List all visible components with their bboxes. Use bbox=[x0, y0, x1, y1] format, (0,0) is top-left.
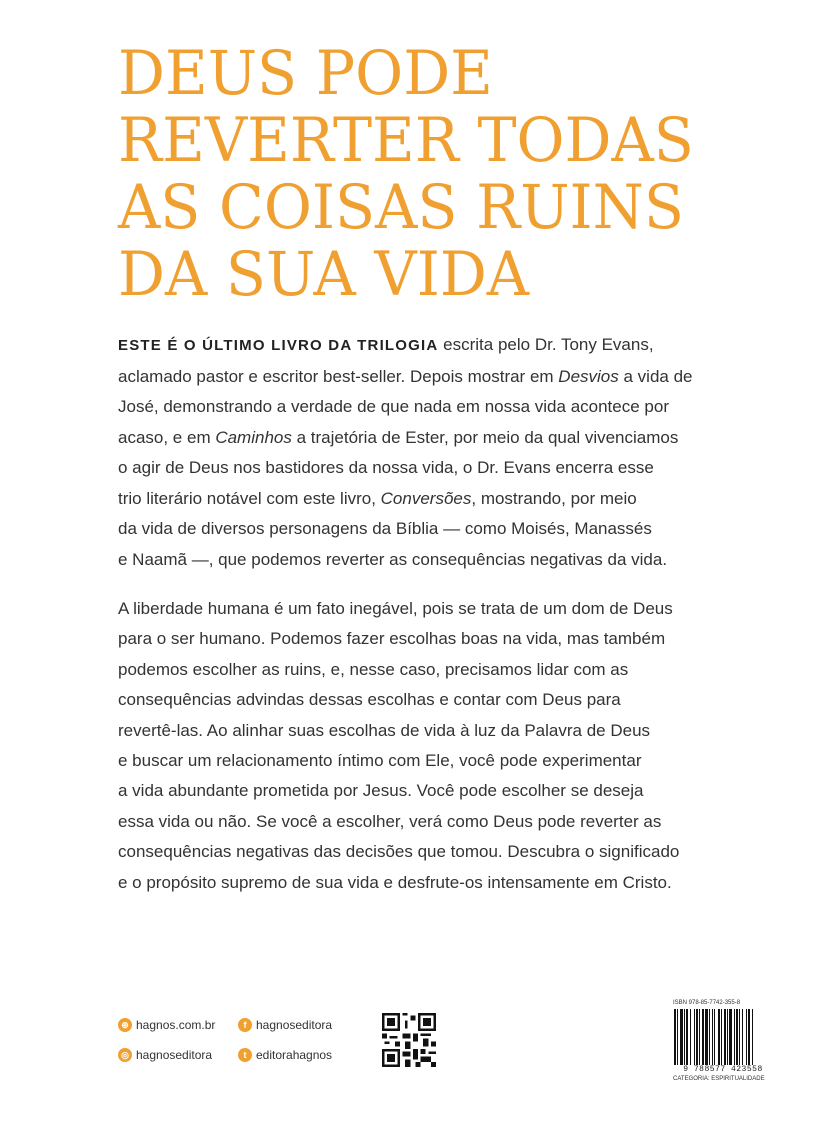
title-line: DEUS PODE bbox=[118, 38, 493, 109]
title-line: REVERTER TODAS bbox=[118, 105, 694, 176]
lead-text: ESTE É O ÚLTIMO LIVRO DA TRILOGIA bbox=[118, 337, 439, 354]
paragraph-line: José, demonstrando a verdade de que nada em nossa vida acontece por bbox=[118, 397, 669, 416]
paragraph-line: e o propósito supremo de sua vida e desfrute-os intensamente em Cristo. bbox=[118, 872, 672, 892]
facebook-icon: f bbox=[238, 1018, 252, 1032]
globe-icon: ⊕ bbox=[118, 1018, 132, 1032]
paragraph-line: A liberdade humana é um fato inegável, pois se trata de um dom de Deus bbox=[118, 599, 673, 618]
paragraph-line: acaso, e em Caminhos a trajetória de Ester, por meio da qual vivenciamos bbox=[118, 427, 679, 447]
title-line: AS COISAS RUINS bbox=[118, 172, 685, 243]
instagram-icon: ◎ bbox=[118, 1048, 132, 1062]
paragraph-line: ESTE É O ÚLTIMO LIVRO DA TRILOGIA escrita pelo Dr. Tony Evans, bbox=[118, 335, 654, 354]
paragraph-line: podemos escolher as ruins, e, nesse caso, precisamos lidar com as bbox=[118, 659, 629, 679]
title-line: DA SUA VIDA bbox=[118, 239, 530, 310]
title bbox=[118, 40, 780, 308]
paragraph-line: revertê-las. Ao alinhar suas escolhas de vida à luz da Palavra de Deus bbox=[118, 720, 651, 740]
barcode-block bbox=[673, 1000, 773, 1082]
barcode-number: 9 788577 423558 bbox=[683, 1065, 763, 1074]
paragraph-line: a vida abundante prometida por Jesus. Você pode escolher se deseja bbox=[118, 781, 644, 801]
twitter-text: editorahagnos bbox=[256, 1048, 333, 1062]
book-title-caminhos: Caminhos bbox=[215, 427, 292, 447]
second-paragraph bbox=[118, 594, 768, 898]
isbn-text: ISBN 978-85-7742-355-8 bbox=[673, 1000, 741, 1006]
facebook-text: hagnoseditora bbox=[256, 1018, 333, 1032]
paragraph-line: o agir de Deus nos bastidores da nossa vida, o Dr. Evans encerra esse bbox=[118, 458, 654, 477]
twitter-link[interactable] bbox=[238, 1048, 332, 1062]
category-text: CATEGORIA: ESPIRITUALIDADE bbox=[673, 1076, 765, 1082]
paragraph-line: e buscar um relacionamento íntimo com Ele, você pode experimentar bbox=[118, 751, 642, 771]
paragraph-line: consequências advindas dessas escolhas e contar com Deus para bbox=[118, 690, 621, 710]
paragraph-line: aclamado pastor e escritor best-seller. Depois mostrar em Desvios a vida de bbox=[118, 366, 693, 386]
paragraph-line: trio literário notável com este livro, Conversões, mostrando, por meio bbox=[118, 488, 637, 508]
paragraph-line: essa vida ou não. Se você a escolher, verá como Deus pode reverter as bbox=[118, 811, 662, 831]
intro-paragraph bbox=[118, 330, 768, 575]
website-link[interactable] bbox=[118, 1018, 215, 1032]
paragraph-line: para o ser humano. Podemos fazer escolhas boas na vida, mas também bbox=[118, 629, 666, 649]
paragraph-line: da vida de diversos personagens da Bíblia — como Moisés, Manassés bbox=[118, 519, 652, 538]
qr-code-icon[interactable] bbox=[382, 1013, 436, 1067]
book-title-desvios: Desvios bbox=[558, 366, 619, 386]
instagram-link[interactable] bbox=[118, 1048, 212, 1062]
paragraph-line: consequências negativas das decisões que tomou. Descubra o significado bbox=[118, 842, 680, 862]
twitter-icon: t bbox=[238, 1048, 252, 1062]
instagram-text: hagnoseditora bbox=[136, 1048, 213, 1062]
website-text: hagnos.com.br bbox=[136, 1018, 216, 1032]
facebook-link[interactable] bbox=[238, 1018, 332, 1032]
paragraph-line: e Naamã —, que podemos reverter as consequências negativas da vida. bbox=[118, 549, 668, 569]
barcode-icon bbox=[673, 1009, 773, 1065]
book-title-conversoes: Conversões bbox=[380, 488, 472, 508]
